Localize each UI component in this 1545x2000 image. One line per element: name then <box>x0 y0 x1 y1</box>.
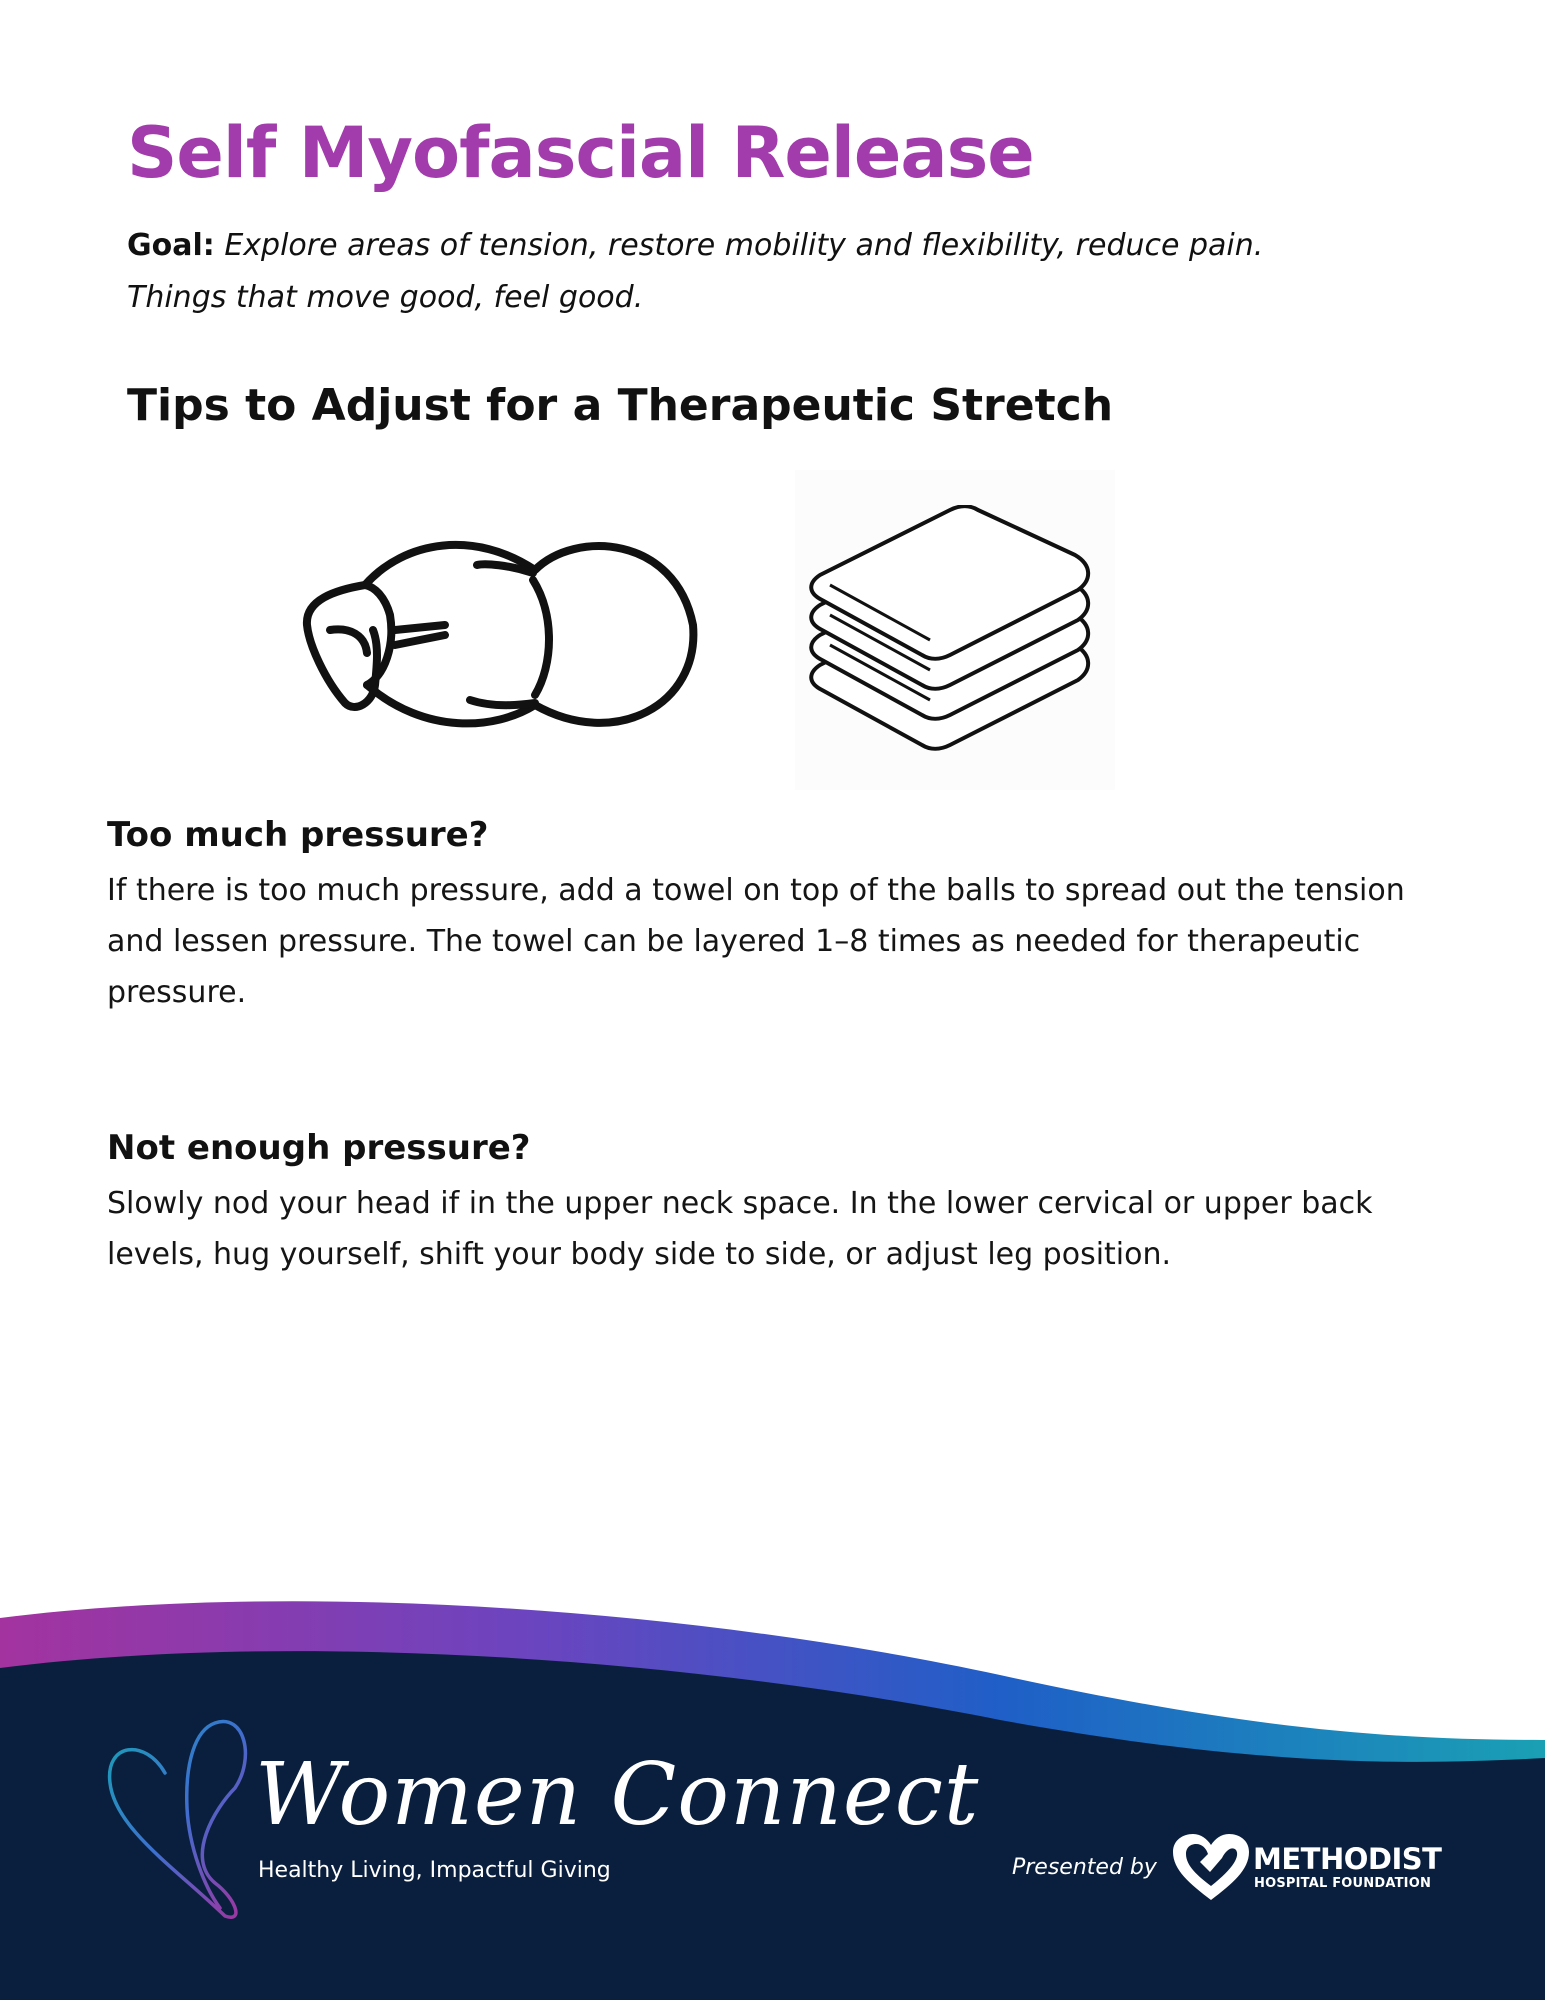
goal-line-2: Things that move good, feel good. <box>127 280 644 315</box>
goal-text <box>127 220 1427 324</box>
section-heading-too-much: Too much pressure? <box>107 815 489 855</box>
body-line: If there is too much pressure, add a towel on top of the balls to spread out the tension <box>107 873 1405 908</box>
body-line: Slowly nod your head if in the upper neck space. In the lower cervical or upper back <box>107 1186 1373 1221</box>
body-line: pressure. <box>107 975 247 1010</box>
folded-towel-stack-icon <box>800 505 1100 755</box>
brand-tagline: Healthy Living, Impactful Giving <box>258 1858 611 1883</box>
goal-line-1: Explore areas of tension, restore mobility and flexibility, reduce pain. <box>224 228 1264 263</box>
body-line: levels, hug yourself, shift your body side to side, or adjust leg position. <box>107 1237 1172 1272</box>
body-line: and lessen pressure. The towel can be layered 1–8 times as needed for therapeutic <box>107 924 1361 959</box>
goal-label: Goal: <box>127 228 215 263</box>
presented-by-label: Presented by <box>1012 1855 1157 1880</box>
section-heading-not-enough: Not enough pressure? <box>107 1128 531 1168</box>
org-subtitle: HOSPITAL FOUNDATION <box>1254 1876 1432 1891</box>
methodist-heart-logo-icon <box>1170 1832 1252 1904</box>
org-name: METHODIST <box>1253 1842 1442 1876</box>
heart-outline-icon <box>105 1718 255 1923</box>
section-body-too-much <box>107 865 1437 1018</box>
section-body-not-enough <box>107 1178 1437 1280</box>
page-title: Self Myofascial Release <box>127 112 1034 194</box>
brand-script-logo: Women Connect <box>255 1745 980 1845</box>
section-subtitle: Tips to Adjust for a Therapeutic Stretch <box>127 380 1114 431</box>
tennis-balls-in-sock-icon <box>295 535 705 735</box>
